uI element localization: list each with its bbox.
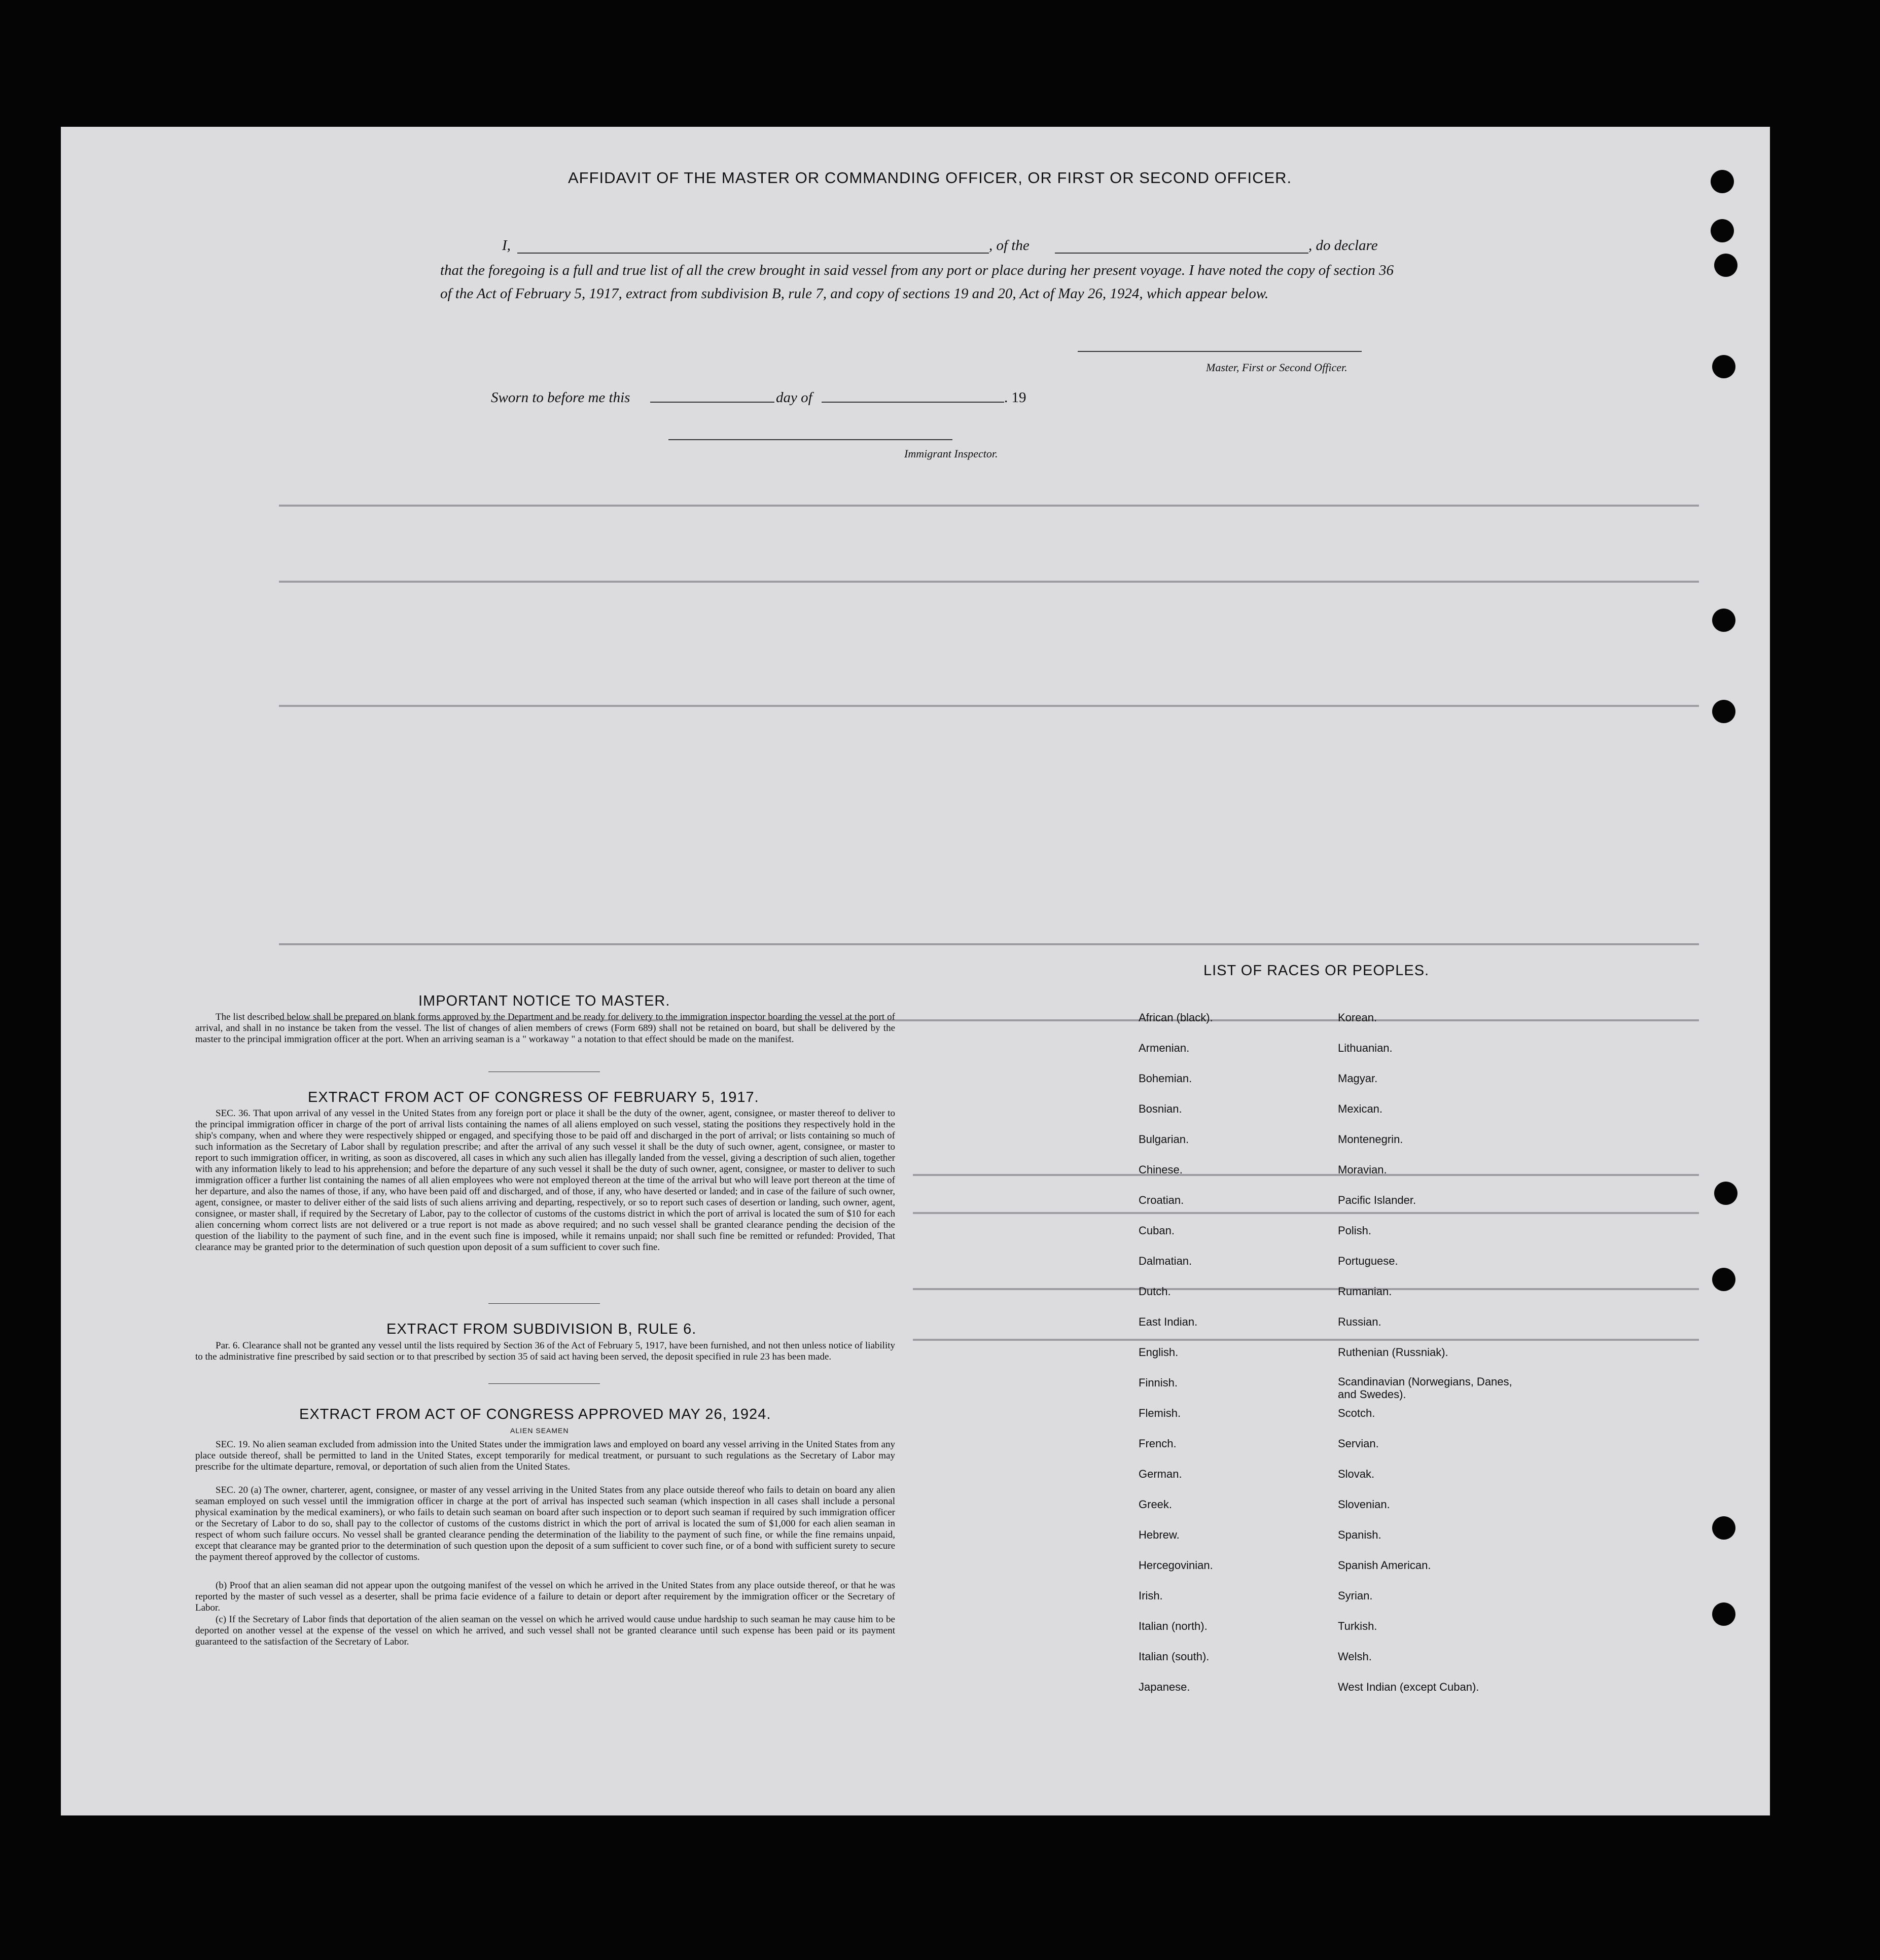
sworn-month-blank[interactable] <box>822 402 1004 403</box>
bleed-through-row <box>913 1174 1699 1176</box>
race-item: Mexican. <box>1338 1102 1383 1115</box>
race-item: Greek. <box>1139 1498 1173 1511</box>
race-item: Finnish. <box>1139 1376 1178 1389</box>
race-item: Japanese. <box>1139 1681 1190 1693</box>
race-item: English. <box>1139 1346 1179 1359</box>
race-item: Russian. <box>1338 1315 1381 1328</box>
race-item: Rumanian. <box>1338 1285 1392 1298</box>
race-item: Spanish. <box>1338 1528 1381 1541</box>
master-signature-line[interactable] <box>1078 351 1362 352</box>
sec20b-body: (b) Proof that an alien seaman did not appear upon the outgoing manifest of the vessel on which he arrived in the United States from any place outside thereof, or that he was reported by the master of such vessel as a deserter, shall be prima facie evidence of a failure to detain or deport after requirement by the immigration officer or the Secretary of Labor. <box>195 1580 895 1613</box>
race-item: Dalmatian. <box>1139 1255 1192 1267</box>
race-item: German. <box>1139 1468 1182 1480</box>
notice-body: The list described below shall be prepared on blank forms approved by the Department and be ready for delivery to the immigration inspector boarding the vessel at the port of arrival, and shall in no instance be taken from the vessel. The list of changes of alien members of crews (Form 689) shall not be retained on board, but shall be delivered by the master to the principal immigration officer at the port. When an arriving seaman is a " workaway " a notation to that effect should be made on the manifest. <box>195 1012 895 1045</box>
race-item: Armenian. <box>1139 1042 1190 1054</box>
race-item: Cuban. <box>1139 1224 1175 1237</box>
extract-1924-subtitle: ALIEN SEAMEN <box>510 1427 569 1435</box>
bleed-through-row <box>279 705 1699 707</box>
race-item: Montenegrin. <box>1338 1133 1403 1146</box>
race-item: Bosnian. <box>1139 1102 1182 1115</box>
inspector-signature-line[interactable] <box>668 439 952 440</box>
punch-hole <box>1712 1516 1735 1540</box>
race-item: Portuguese. <box>1338 1255 1398 1267</box>
race-item: Scotch. <box>1338 1407 1375 1419</box>
punch-hole <box>1714 1182 1737 1205</box>
race-item: African (black). <box>1139 1011 1213 1024</box>
extract-1917-body: SEC. 36. That upon arrival of any vessel in the United States from any foreign port or place it shall be the duty of the owner, agent, consignee, or master thereof to deliver to the principal immigration officer in charge of the port of arrival lists containing the names of all aliens employed on such vessel, stating the positions they respectively hold in the ship's company, when and where they were respectively shipped or engaged, and specifying those to be paid off and discharged in the port of arrival; or lists containing so much of such information as the Secretary of Labor shall by regulation prescribe; and after the arrival of any such vessel it shall be the duty of such owner, agent, consignee, or master to report to such immigration officer, in writing, as soon as discovered, all cases in which any such alien has illegally landed from the vessel, giving a description of such alien, together with any information likely to lead to his apprehension; and before the departure of any such vessel it shall be the duty of such owner, agent, consignee, or master to deliver to such immigration officer a further list containing the names of all alien employees who were not employed thereon at the time of the arrival but who will leave port thereon at the time of her departure, and also the names of those, if any, who have been paid off and discharged, and of those, if any, who have deserted or landed; and in case of the failure of such owner, agent, consignee, or master to deliver either of the said lists of such aliens arriving and departing, respectively, or so to report such cases of desertion or landing, such owner, agent, consignee, or master shall, if required by the Secretary of Labor, pay to the collector of customs of the customs district in which the port of arrival is located the sum of $10 for each alien concerning whom correct lists are not delivered or a true report is not made as above required; and no such vessel shall be granted clearance pending the decision of the question of the liability to the payment of such fine, and in the event such fine is imposed, while it remains unpaid; nor shall such fine be remitted or refunded: Provided, That clearance may be granted prior to the determination of such question upon deposit of a sum sufficient to cover such fine. <box>195 1108 895 1253</box>
extract-1924-title: EXTRACT FROM ACT OF CONGRESS APPROVED MAY 26, 1924. <box>299 1406 771 1422</box>
rule6-body: Par. 6. Clearance shall not be granted any vessel until the lists required by Section 36 of the Act of February 5, 1917, have been furnished, and not then unless notice of liability to the administrative fine prescribed by said section or to that prescribed by section 35 of said act having been served, the deposit specified in rule 23 has been made. <box>195 1340 895 1362</box>
race-item: Pacific Islander. <box>1338 1194 1416 1206</box>
extract-1917-title: EXTRACT FROM ACT OF CONGRESS OF FEBRUARY 5, 1917. <box>308 1089 759 1106</box>
race-item: Dutch. <box>1139 1285 1171 1298</box>
bleed-through-row <box>279 505 1699 507</box>
race-item: Chinese. <box>1139 1163 1183 1176</box>
sworn-label: Sworn to before me this <box>491 389 630 406</box>
inspector-signature-label: Immigrant Inspector. <box>904 447 998 460</box>
race-item: Servian. <box>1338 1437 1379 1450</box>
race-item: Spanish American. <box>1338 1559 1431 1572</box>
bleed-through-row <box>913 1288 1699 1290</box>
affidavit-body: that the foregoing is a full and true list of all the crew brought in said vessel from any port or place during her present voyage. I have noted the copy of section 36 of the Act of February 5, 1917, extract from subdivision B, rule 7, and copy of sections 19 and 20, Act of May 26, 1924, which appear below. <box>440 262 1394 302</box>
race-item: Slovak. <box>1338 1468 1375 1480</box>
sworn-day-of-label: day of <box>776 389 812 406</box>
master-name-blank[interactable] <box>517 253 989 254</box>
race-item: Syrian. <box>1338 1589 1373 1602</box>
bleed-through-row <box>913 1339 1699 1341</box>
punch-hole <box>1712 609 1735 632</box>
bleed-through-row <box>279 943 1699 945</box>
race-item: Turkish. <box>1338 1620 1377 1632</box>
race-item: East Indian. <box>1139 1315 1198 1328</box>
sec20c-body: (c) If the Secretary of Labor finds that deportation of the alien seaman on the vessel on which he arrived would cause undue hardship to such seaman he may cause him to be deported on another vessel at the expense of the vessel on which he arrived, and such vessel shall not be granted clearance until such expense has been paid or its payment guaranteed to the satisfaction of the Secretary of Labor. <box>195 1614 895 1647</box>
race-item: Moravian. <box>1338 1163 1387 1176</box>
race-item: Irish. <box>1139 1589 1163 1602</box>
race-item: French. <box>1139 1437 1177 1450</box>
race-item: Hebrew. <box>1139 1528 1180 1541</box>
sec20a-body: SEC. 20 (a) The owner, charterer, agent, consignee, or master of any vessel arriving in the United States from any place outside thereof who fails to detain on board any alien seaman employed on such vessel until the immigration officer in charge at the port of arrival has inspected such seaman (which inspection in all cases shall include a personal physical examination by the medical examiners), or who fails to detain such seaman on board after such inspection or to deport such seaman if required by such immigration officer or the Secretary of Labor to do so, shall pay to the collector of customs of the customs district in which the port of arrival is located the sum of $1,000 for each alien seaman in respect of whom such failure occurs. No vessel shall be granted clearance pending the determination of the liability to the payment of such fine, or while the fine remains unpaid, except that clearance may be granted prior to the determination of such question upon the deposit of a sum sufficient to cover such fine, or of a bond with sufficient surety to secure the payment thereof approved by the collector of customs. <box>195 1485 895 1562</box>
section-divider <box>488 1303 600 1304</box>
affidavit-declare-label: , do declare <box>1308 237 1378 254</box>
master-signature-label: Master, First or Second Officer. <box>1206 361 1347 374</box>
bleed-through-row <box>913 1212 1699 1214</box>
sworn-day-blank[interactable] <box>650 402 774 403</box>
race-item: Bohemian. <box>1139 1072 1192 1085</box>
vessel-name-blank[interactable] <box>1055 253 1308 254</box>
race-item: Hercegovinian. <box>1139 1559 1213 1572</box>
race-item: Korean. <box>1338 1011 1377 1024</box>
race-item: Lithuanian. <box>1338 1042 1393 1054</box>
punch-hole <box>1712 355 1735 378</box>
punch-hole <box>1711 219 1734 242</box>
punch-hole <box>1712 1602 1735 1626</box>
race-item: Croatian. <box>1139 1194 1184 1206</box>
race-item: Polish. <box>1338 1224 1372 1237</box>
race-item: Slovenian. <box>1338 1498 1390 1511</box>
race-item: Flemish. <box>1139 1407 1181 1419</box>
affidavit-i-label: I, <box>502 237 511 254</box>
race-item: Ruthenian (Russniak). <box>1338 1346 1448 1359</box>
punch-hole <box>1714 254 1737 277</box>
punch-hole <box>1712 1268 1735 1291</box>
race-item: Magyar. <box>1338 1072 1378 1085</box>
affidavit-of-the-label: , of the <box>989 237 1030 254</box>
section-divider <box>488 1383 600 1384</box>
race-item: Scandinavian (Norwegians, Danes, and Swedes). <box>1338 1375 1512 1401</box>
sec19-body: SEC. 19. No alien seaman excluded from admission into the United States under the immigration laws and employed on board any vessel arriving in the United States from any place outside thereof, shall be permitted to land in the United States, except temporarily for medical treatment, or pursuant to such regulations as the Secretary of Labor may prescribe for the ultimate departure, removal, or deportation of such alien from the United States. <box>195 1439 895 1472</box>
rule6-title: EXTRACT FROM SUBDIVISION B, RULE 6. <box>386 1321 697 1337</box>
races-title: LIST OF RACES OR PEOPLES. <box>1203 963 1430 979</box>
punch-hole <box>1711 170 1734 193</box>
bleed-through-row <box>279 581 1699 583</box>
sworn-year-label: . 19 <box>1004 389 1026 406</box>
race-item: Italian (north). <box>1139 1620 1208 1632</box>
punch-hole <box>1712 700 1735 723</box>
affidavit-title: AFFIDAVIT OF THE MASTER OR COMMANDING OFFICER, OR FIRST OR SECOND OFFICER. <box>568 169 1292 187</box>
race-item: Italian (south). <box>1139 1650 1210 1663</box>
race-item: Bulgarian. <box>1139 1133 1189 1146</box>
notice-title: IMPORTANT NOTICE TO MASTER. <box>418 993 670 1009</box>
race-item: West Indian (except Cuban). <box>1338 1681 1479 1693</box>
race-item: Welsh. <box>1338 1650 1372 1663</box>
